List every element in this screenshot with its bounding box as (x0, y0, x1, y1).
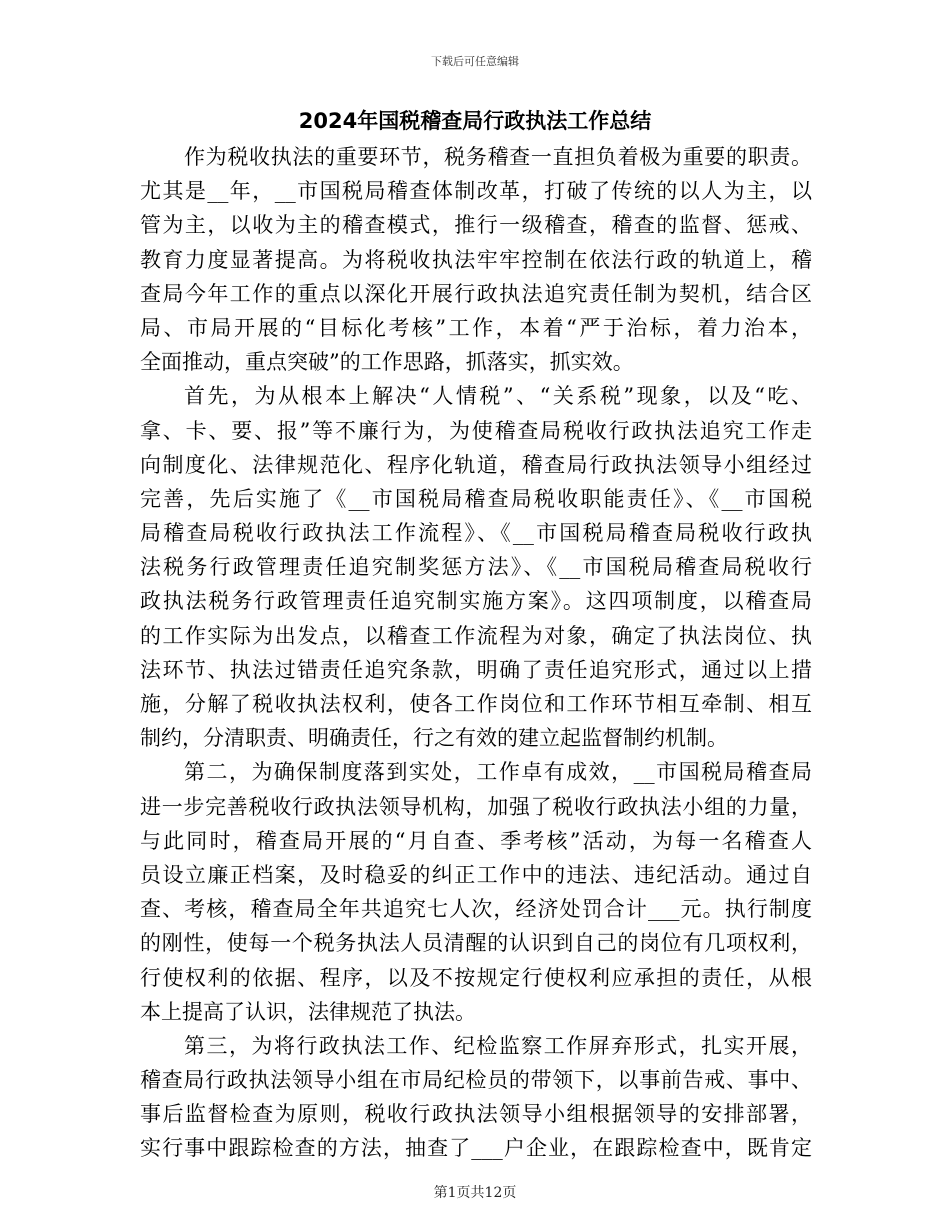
page-header-note: 下载后可任意编辑 (431, 55, 519, 68)
paragraph (140, 755, 812, 1029)
text-line: 首先，为从根本上解决“人情税”、“关系税”现象，以及“吃、 (184, 384, 812, 409)
text-line: 拿、卡、要、报”等不廉行为，为使稽查局税收行政执法追究工作走 (140, 418, 812, 443)
text-line: 法环节、执法过错责任追究条款，明确了责任追究形式，通过以上措 (140, 657, 812, 682)
document-body (140, 140, 812, 1166)
text-line: 完善，先后实施了《__市国税局稽查局税收职能责任》、《__市国税 (140, 486, 812, 511)
text-line: 向制度化、法律规范化、程序化轨道，稽查局行政执法领导小组经过 (140, 452, 812, 477)
text-line: 局稽查局税收行政执法工作流程》、《__市国税局稽查局税收行政执 (140, 521, 812, 546)
paragraph (140, 379, 812, 755)
text-line: 法税务行政管理责任追究制奖惩方法》、《__市国税局稽查局税收行 (140, 555, 812, 580)
text-line: 与此同时，稽查局开展的“月自查、季考核”活动，为每一名稽查人 (140, 828, 812, 853)
text-line: 第二，为确保制度落到实处，工作卓有成效，__市国税局稽查局 (184, 760, 812, 785)
text-line: 作为税收执法的重要环节，税务稽查一直担负着极为重要的职责。 (184, 145, 812, 169)
text-line: 进一步完善税收行政执法领导机构，加强了税收行政执法小组的力量， (140, 794, 812, 819)
page-number-footer: 第1页共12页 (433, 1185, 517, 1201)
text-line: 事后监督检查为原则，税收行政执法领导小组根据领导的安排部署， (140, 1102, 812, 1127)
text-line: 实行事中跟踪检查的方法，抽查了___户企业，在跟踪检查中，既肯定 (140, 1136, 812, 1161)
text-line: 行使权利的依据、程序，以及不按规定行使权利应承担的责任，从根 (140, 965, 812, 990)
text-line: 教育力度显著提高。为将税收执法牢牢控制在依法行政的轨道上，稽 (140, 247, 812, 272)
text-line: 尤其是__年，__市国税局稽查体制改革，打破了传统的以人为主，以 (140, 179, 812, 204)
paragraph (140, 140, 812, 379)
text-line: 全面推动，重点突破”的工作思路，抓落实，抓实效。 (140, 350, 634, 375)
text-line: 查局今年工作的重点以深化开展行政执法追究责任制为契机，结合区 (140, 281, 812, 306)
text-line: 管为主，以收为主的稽查模式，推行一级稽查，稽查的监督、惩戒、 (140, 213, 812, 238)
text-line: 查、考核，稽查局全年共追究七人次，经济处罚合计___元。执行制度 (140, 897, 812, 922)
text-line: 的工作实际为出发点，以稽查工作流程为对象，确定了执法岗位、执 (140, 623, 812, 648)
text-line: 第三，为将行政执法工作、纪检监察工作屏弃形式，扎实开展， (184, 1033, 812, 1058)
text-line: 施，分解了税收执法权利，使各工作岗位和工作环节相互牵制、相互 (140, 692, 812, 716)
text-line: 政执法税务行政管理责任追究制实施方案》。这四项制度，以稽查局 (140, 589, 812, 614)
text-line: 局、市局开展的“目标化考核”工作，本着“严于治标，着力治本， (140, 315, 812, 340)
text-line: 本上提高了认识，法律规范了执法。 (140, 999, 476, 1024)
text-line: 制约，分清职责、明确责任，行之有效的建立起监督制约机制。 (140, 726, 728, 751)
text-line: 稽查局行政执法领导小组在市局纪检员的带领下，以事前告戒、事中、 (140, 1068, 812, 1093)
paragraph (140, 1029, 812, 1166)
text-line: 的刚性，使每一个税务执法人员清醒的认识到自己的岗位有几项权利， (140, 931, 812, 956)
document-title: 2024年国税稽查局行政执法工作总结 (298, 109, 652, 133)
text-line: 员设立廉正档案，及时稳妥的纠正工作中的违法、违纪活动。通过自 (140, 862, 812, 887)
